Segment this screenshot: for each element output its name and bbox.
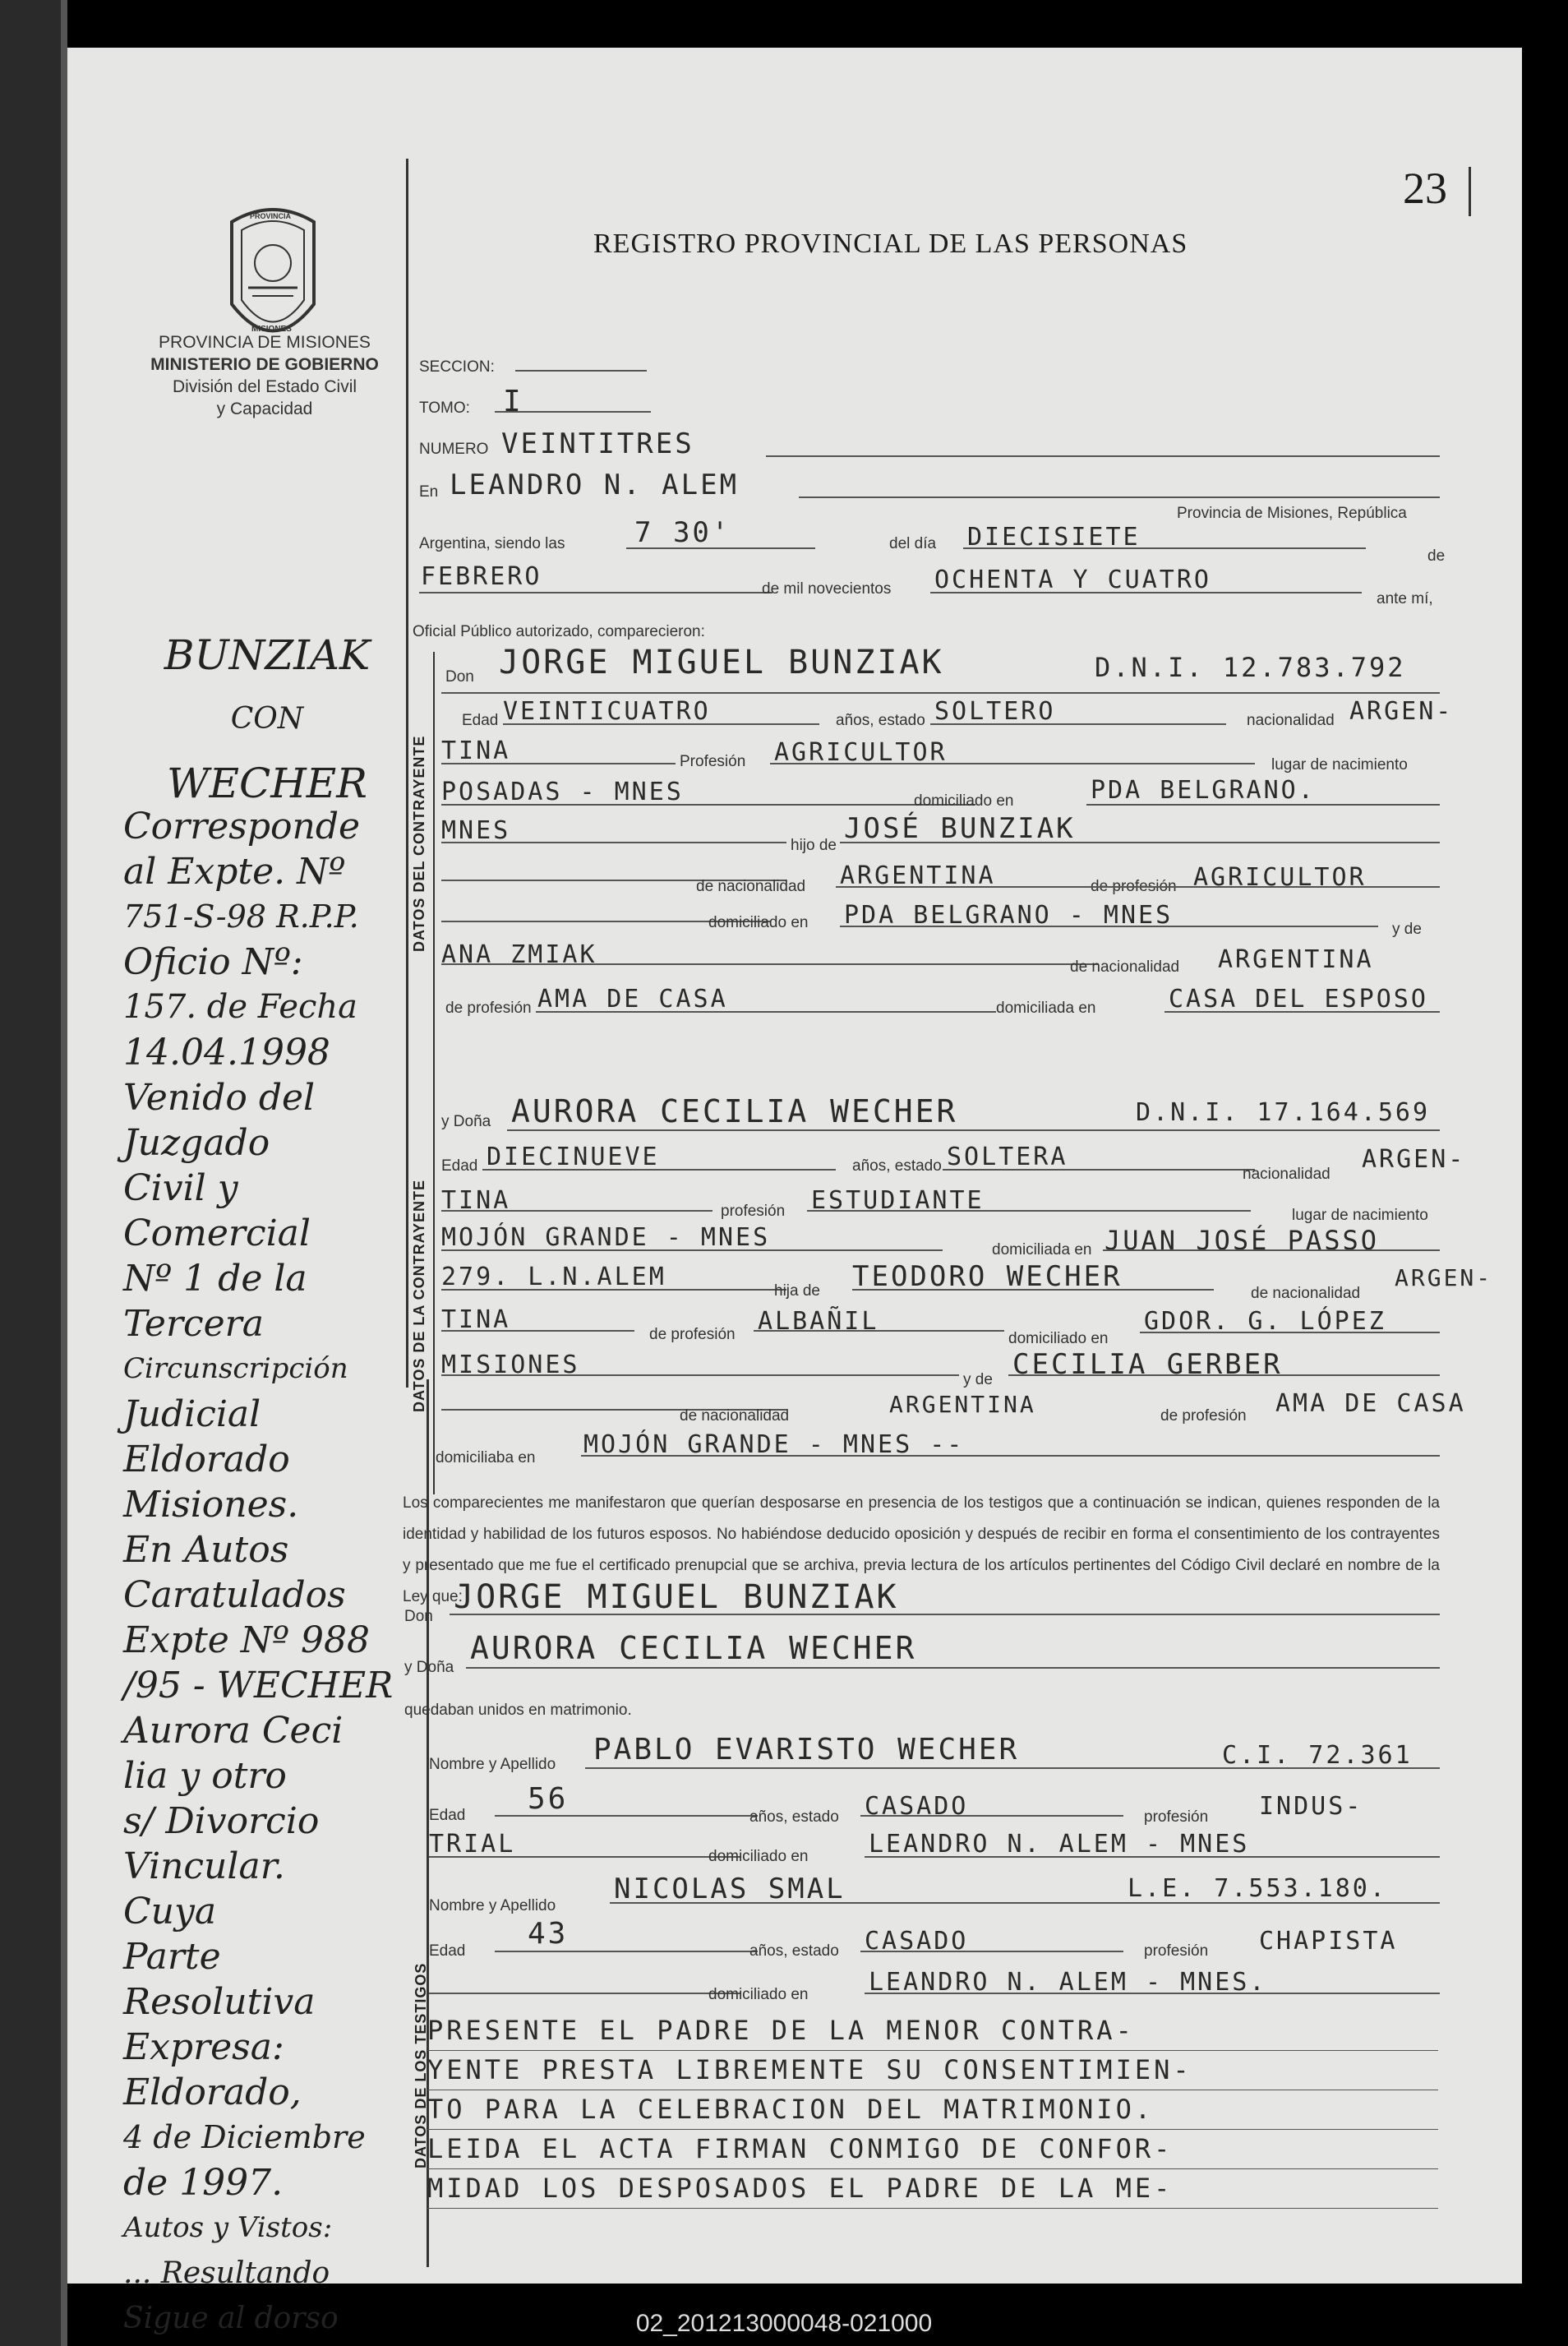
margin-names [131,623,403,815]
margin-note-line: Autos y Vistos: [123,2211,333,2244]
margin-note-line: ... Resultando [123,2256,330,2290]
register-page: 23 PROVINCIA MISIONES PROVINCIA DE MISIONES MINISTERIO DE GOBIERNO División del Estado Civil y Capacidad REGISTRO PROVINCIAL DE LAS PERSONAS SECCION: TOMO: I NUMERO VEINTITRES En LEANDRO N. ALEM Provincia de Misiones, República Argentina, siendo las 7 30' del día DIECISIETE de FEBRERO de mil novecientos OCHENTA Y CUATRO ante mí, Oficial Público autorizado, comparecieron: DATOS DEL CONTRAYENTE Don JORGE MIGUEL BUNZIAK D.N.I. 12.783.792 Edad VEINTICUATRO años, estado SOLTERO nacionalidad ARGEN- TINA Profesión AGRICULTOR lugar de nacimiento POSADAS - MNES domiciliado en PDA BELGRANO. MNES hijo de JOSÉ BUNZIAK de nacionalidad ARGENTINA de profesión AGRICULTOR domiciliado en PDA BELGRANO - MNES y de ANA ZMIAK de nacionalidad ARGENTINA de profesión AMA DE CASA domiciliada en CASA DEL ESPOSO DATOS DE LA CONTRAYENTE y Doña AURORA CECILIA WECHER D.N.I. 17.164.569 Edad DIECINUEVE años, estado SOLTERA nacionalidad ARGEN- TINA profesión ESTUDIANTE lugar de nacimiento MOJÓN GRANDE - MNES domiciliada en JUAN JOSÉ PASSO 279. L.N.ALEM hija de TEODORO WECHER de nacionalidad ARGEN- TINA de profesión ALBAÑIL domiciliado en GDOR. G. LÓPEZ MISIONES y de CECILIA GERBER de nacionalidad ARGENTINA de profesión AMA DE CASA domiciliaba en MOJÓN GRANDE - MNES -- Los comparecientes me manifestaron que querían desposarse en presencia de los testigos que a continuación se indican, quienes responden de la identidad y habilidad de los futuros esposos. No habiéndose deducido oposición y después de recibir en forma el consentimiento de los contrayentes y presentado que me fue el certificado prenupcial que se archiva, previa lectura de los artículos pertinentes del Código Civil declaré en nombre de la Ley que: Don JORGE MIGUEL BUNZIAK y Doña AURORA CECILIA WECHER quedaban unidos en matrimonio. DATOS DE LOS TESTIGOS Nombre y Apellido PABLO EVARISTO WECHER C.I. 72.361 Edad 56 años, estado CASADO profesión INDUS- TRIAL domiciliado en LEANDRO N. ALEM - MNES Nombre y Apellido NICOLAS SMAL L.E. 7.553.180. Edad 43 años, estado CASADO profesión CHAPISTA domiciliado en LEANDRO N. ALEM - MNES. PRESENTE EL PADRE DE LA MENOR CONTRA- YENTE PRESTA LIBREMENTE SU CONSENTIMIEN- TO PARA LA CELEBRACION DEL MATRIMONIO. LEIDA EL ACTA FIRMAN CONMIGO DE CONFOR- MIDAD LOS DESPOSADOS EL PADRE DE LA ME- BUNZIAK CON WECHER Corresponde al Expte. Nº 751-S-98 R.P.P. Oficio Nº: 157. de Fecha 14.04.1998 Venido del Juzgado Civil y Comercial Nº 1 de la Tercera Circunscripción Judicial Eldorado Misiones. En Autos Caratulados Expte Nº 988 /95 - WECHER Aurora Ceci lia y otro s/ Divorcio Vincular. Cuya Parte Resolutiva Expresa: Eldorado, 4 de Diciembre de 1997. Autos y Vistos: ... Resultando Sigue al dorso [67,48,1522,2284]
groom-mother-address: CASA DEL ESPOSO [1169,985,1428,1014]
witness-1-age: 56 [528,1782,569,1816]
margin-note-line: 14.04.1998 [123,1032,330,1074]
witness-1-profession: INDUS- [1259,1792,1363,1821]
issuer-block [150,331,380,420]
witness-2-profession: CHAPISTA [1259,1927,1398,1956]
note-line: TO PARA LA CELEBRACION DEL MATRIMONIO. [427,2094,1155,2125]
margin-note-line: Misiones. [123,1484,299,1526]
bride-nationality: ARGEN- [1362,1145,1466,1174]
section-label-contrayente: DATOS DEL CONTRAYENTE [411,735,427,952]
margin-note-line: Judicial [123,1393,261,1435]
bride-birthplace: MOJÓN GRANDE - MNES [441,1223,771,1252]
note-line: LEIDA EL ACTA FIRMAN CONMIGO DE CONFOR- [427,2133,1174,2164]
groom-mother-profession: AMA DE CASA [537,985,728,1014]
groom-address: PDA BELGRANO. [1091,776,1316,805]
bride-father-address: GDOR. G. LÓPEZ [1144,1307,1386,1336]
groom-father-nationality: ARGENTINA [840,861,996,890]
margin-name-line: WECHER [167,760,367,807]
numero-label: NUMERO [419,441,489,458]
bride-address: JUAN JOSÉ PASSO [1105,1225,1379,1256]
groom-father: JOSÉ BUNZIAK [844,812,1076,845]
argentina-label: Argentina, siendo las [419,535,565,552]
margin-note-line: al Expte. Nº [123,851,346,893]
witness-2-address: LEANDRO N. ALEM - MNES. [869,1968,1267,1997]
note-line: YENTE PRESTA LIBREMENTE SU CONSENTIMIEN- [427,2054,1192,2085]
margin-annotation [123,804,403,2341]
witness-1-doc: C.I. 72.361 [1222,1741,1413,1770]
bride-status: SOLTERA [947,1143,1068,1171]
margin-note-line: Eldorado, [123,2071,302,2113]
witness-2-doc: L.E. 7.553.180. [1128,1874,1387,1903]
provincia-text: Provincia de Misiones, República [1177,505,1407,522]
margin-note-line: Tercera [123,1303,264,1345]
margin-note-line: Venido del [123,1077,316,1119]
ante-label: ante mí, [1377,590,1433,607]
section-label-testigos: DATOS DE LOS TESTIGOS [413,1962,429,2168]
note-line: PRESENTE EL PADRE DE LA MENOR CONTRA- [427,2015,1135,2046]
seccion-label: SECCION: [419,358,495,376]
bride-name: AURORA CECILIA WECHER [511,1093,958,1129]
bride-mother-address: MOJÓN GRANDE - MNES -- [583,1430,965,1459]
margin-note-line: Circunscripción [123,1352,348,1385]
margin-note-line: Expte Nº 988 [123,1619,370,1661]
image-id-footer: 02_201213000048-021000 [635,2310,933,2337]
witness-1-status: CASADO [865,1792,969,1821]
union-bride-name: AURORA CECILIA WECHER [470,1630,917,1666]
union-closing: quedaban unidos en matrimonio. [404,1702,632,1719]
issuer-division: División del Estado Civil [172,377,357,396]
declaration-text: Los comparecientes me manifestaron que querían desposarse en presencia de los testigos que a continuación se indican, quienes responden de la identidad y habilidad de los futuros esposos. No habiéndose deducido oposición y después de recibir en forma el consentimiento de los contrayentes y presentado que me fue el certificado prenupcial que se archiva, previa lectura de los artículos pertinentes del Código Civil declaré en nombre de la Ley que: [403,1494,1440,1605]
margin-note-line: Sigue al dorso [123,2302,339,2335]
oficial-text: Oficial Público autorizado, comparecieron: [413,623,705,640]
issuer-province: PROVINCIA DE MISIONES [159,333,371,352]
groom-name: JORGE MIGUEL BUNZIAK [499,644,944,681]
margin-note-line: Juzgado [123,1122,270,1164]
issuer-ministry: MINISTERIO DE GOBIERNO [150,355,379,374]
margin-note-line: Parte [123,1936,221,1978]
bride-doc: D.N.I. 17.164.569 [1136,1098,1431,1127]
groom-father-profession: AGRICULTOR [1193,863,1367,892]
union-groom-name: JORGE MIGUEL BUNZIAK [454,1578,899,1616]
de-label: de [1427,547,1446,565]
margin-note-line: Cuya [123,1891,217,1933]
tomo-value: I [503,385,523,418]
mil-label: de mil novecientos [762,580,892,598]
bride-mother-nationality: ARGENTINA [889,1391,1036,1418]
section-label-la-contrayente: DATOS DE LA CONTRAYENTE [411,1179,427,1412]
bride-mother: CECILIA GERBER [1012,1348,1283,1381]
margin-note-line: /95 - WECHER [123,1665,394,1706]
margin-note-line: 4 de Diciembre [123,2119,366,2155]
notes-block [427,2011,1438,2208]
page-number: 23 [1403,164,1447,213]
bride-father: TEODORO WECHER [852,1260,1123,1293]
page-title: REGISTRO PROVINCIAL DE LAS PERSONAS [593,229,1188,259]
margin-note-line: Corresponde [123,806,361,847]
bride-profession: ESTUDIANTE [811,1186,985,1215]
groom-father-address: PDA BELGRANO - MNES [844,901,1174,930]
note-line: MIDAD LOS DESPOSADOS EL PADRE DE LA ME- [427,2173,1174,2204]
groom-mother: ANA ZMIAK [441,940,597,969]
groom-age: VEINTICUATRO [503,697,711,726]
bride-mother-profession: AMA DE CASA [1275,1389,1466,1418]
witness-2-status: CASADO [865,1927,969,1956]
margin-note-line: s/ Divorcio [123,1800,320,1842]
margin-note-line: Oficio Nº: [123,941,303,983]
margin-name-line: BUNZIAK [164,631,371,679]
bride-father-profession: ALBAÑIL [758,1307,879,1336]
bride-age: DIECINUEVE [487,1143,660,1171]
margin-note-line: de 1997. [123,2162,284,2204]
margin-note-line: Eldorado [123,1439,290,1480]
groom-mother-nationality: ARGENTINA [1218,945,1374,974]
margin-note-line: Vincular. [123,1845,285,1887]
anio-value: OCHENTA Y CUATRO [934,566,1211,594]
margin-note-line: Nº 1 de la [123,1258,307,1300]
margin-note-line: Expresa: [123,2026,284,2068]
margin-note-line: Aurora Ceci [123,1710,344,1752]
en-label: En [419,483,439,501]
margin-note-line: En Autos [123,1529,289,1571]
witness-2-name: NICOLAS SMAL [614,1873,846,1905]
witness-1-name: PABLO EVARISTO WECHER [593,1733,1020,1766]
numero-value: VEINTITRES [501,427,694,460]
del-dia-label: del día [889,535,937,552]
margin-note-line: Comercial [123,1212,311,1254]
hora-value: 7 30' [634,516,731,549]
groom-status: SOLTERO [934,697,1056,726]
margin-note-line: lia y otro [123,1755,287,1797]
tomo-label: TOMO: [419,399,470,417]
margin-note-line: Resolutiva [123,1981,316,2023]
province-seal-icon: PROVINCIA MISIONES [215,197,330,362]
groom-nationality: ARGEN- [1349,697,1454,726]
groom-profession: AGRICULTOR [774,738,948,767]
issuer-division-2: y Capacidad [216,399,313,418]
groom-doc: D.N.I. 12.783.792 [1095,652,1406,683]
witness-1-address: LEANDRO N. ALEM - MNES [869,1830,1250,1859]
margin-note-line: Civil y [123,1167,238,1209]
mes-value: FEBRERO [421,562,542,591]
margin-note-line: Caratulados [123,1574,346,1616]
witness-2-age: 43 [528,1917,569,1951]
margin-note-line: 157. de Fecha [123,988,358,1026]
margin-name-line: CON [230,702,304,736]
book-spine [0,0,67,2346]
margin-note-line: 751-S-98 R.P.P. [123,898,359,935]
lugar-value: LEANDRO N. ALEM [450,469,740,501]
dia-value: DIECISIETE [967,523,1141,552]
groom-birthplace: POSADAS - MNES [441,778,684,806]
